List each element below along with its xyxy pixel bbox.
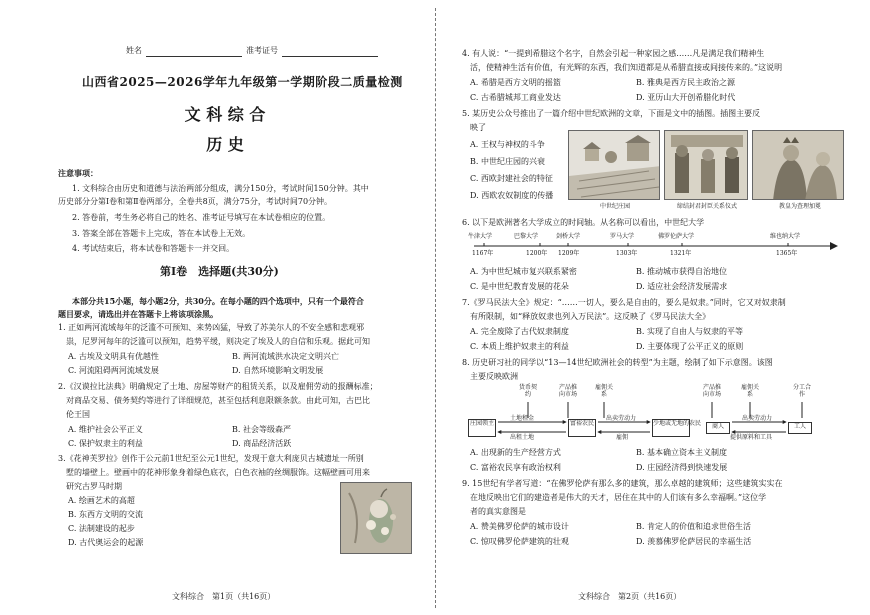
option-a[interactable]: A. 希腊是西方文明的摇篮 — [470, 78, 561, 87]
diagram-label: 货币契约 — [518, 384, 537, 398]
diagram-label: 出卖劳动力 — [606, 415, 637, 422]
notes-title: 注意事项： — [58, 169, 98, 178]
diagram-label: 分工合作 — [792, 384, 811, 398]
option-a[interactable]: A. 王权与神权的斗争 — [470, 140, 545, 149]
question-text: 活，使精神生活有价值，有光辉的东西，我们知道都是从希腊直接或间接传来的。”这说明 — [470, 63, 783, 72]
timeline-university: 罗马大学 — [610, 233, 635, 240]
option-a[interactable]: A. 维护社会公平正义 — [68, 425, 143, 434]
option-c[interactable]: C. 河流阻碍两河流域发展 — [68, 366, 159, 375]
question-text: 墅的墙壁上。壁画中的花神形象身着绿色底衣，白色衣袖的丝绸服饰。这幅壁画可用来 — [66, 468, 370, 477]
diagram-label: 产品推向市场 — [558, 384, 577, 398]
option-d[interactable]: D. 主要体现了公平正义的原则 — [636, 342, 744, 351]
vassal-ceremony-drawing — [665, 131, 748, 200]
option-c[interactable]: C. 西欧封建社会的特征 — [470, 174, 553, 183]
question-text: 有所限制，如“释放奴隶也列入万民法”。这反映了《罗马民法大全》 — [470, 312, 711, 321]
option-d[interactable]: D. 商品经济活跃 — [232, 439, 292, 448]
page-2 — [440, 0, 870, 615]
note-line: 4. 考试结束后，将本试卷和答题卡一并交回。 — [72, 244, 235, 253]
option-c[interactable]: C. 惊叹佛罗伦萨建筑的壮观 — [470, 537, 569, 546]
timeline-year: 1209年 — [558, 250, 580, 257]
timeline-year: 1167年 — [472, 250, 494, 257]
question-text: 2.《汉谟拉比法典》明确规定了土地、房屋等财产的租赁关系，以及雇佣劳动的报酬标准； — [58, 382, 378, 391]
option-d[interactable]: D. 亚历山大开创希腊化时代 — [636, 93, 736, 102]
diagram-label: 雇佣关系 — [594, 384, 613, 398]
option-d[interactable]: D. 庄园经济得到快速发展 — [636, 463, 728, 472]
question-text: 映了 — [470, 123, 486, 132]
flora-fresco-drawing — [341, 483, 412, 554]
vassal-ceremony-image — [664, 130, 748, 200]
option-b[interactable]: B. 中世纪庄园的兴衰 — [470, 157, 545, 166]
question-text: 8. 历史研习社的同学以“13—14世纪欧洲社会的转型”为主题，绘制了如下示意图。该图 — [462, 358, 773, 367]
question-text: 7.《罗马民法大全》规定：“……一切人，要么是自由的，要么是奴隶。”同时，它又对奴隶制 — [462, 298, 786, 307]
poor-peasant-box: 少地或无地的农民 — [652, 419, 690, 437]
option-a[interactable]: A. 赞美佛罗伦萨的城市设计 — [470, 522, 569, 531]
option-b[interactable]: B. 基本确立资本主义制度 — [636, 448, 727, 457]
option-b[interactable]: B. 雅典是西方民主政治之源 — [636, 78, 735, 87]
option-c[interactable]: C. 是中世纪教育发展的花朵 — [470, 282, 569, 291]
serf-box: 富裕农民 — [568, 419, 596, 437]
option-c[interactable]: C. 富裕农民享有政治权利 — [470, 463, 561, 472]
subject-title: 文 科 综 合 — [184, 105, 266, 124]
timeline-year: 1321年 — [670, 250, 692, 257]
timeline-university: 巴黎大学 — [514, 233, 539, 240]
timeline-university: 佛罗伦萨大学 — [658, 233, 695, 240]
part1-title: 第Ⅰ卷 选择题(共30分) — [160, 265, 279, 278]
option-a[interactable]: A. 出现新的生产经营方式 — [470, 448, 561, 457]
option-d[interactable]: D. 自然环境影响文明发展 — [232, 366, 324, 375]
timeline-year: 1200年 — [526, 250, 548, 257]
manor-image — [568, 130, 660, 200]
question-text: 伦王国 — [66, 410, 90, 419]
question-text: 5. 某历史公众号推出了一篇介绍中世纪欧洲的文章，下面是文中的插图。插图主要反 — [462, 109, 761, 118]
option-b[interactable]: B. 社会等级森严 — [232, 425, 291, 434]
timeline-university: 牛津大学 — [468, 233, 493, 240]
diagram-label: 提供原料和工具 — [730, 434, 773, 441]
option-b[interactable]: B. 推动城市获得自治地位 — [636, 267, 727, 276]
caption-manor: 中世纪庄园 — [599, 203, 630, 210]
diagram-label: 雇佣 — [616, 434, 629, 441]
diagram-label: 出卖劳动力 — [742, 415, 773, 422]
timeline-university: 剑桥大学 — [556, 233, 581, 240]
note-line: 1. 文科综合由历史和道德与法治两部分组成，满分150分，考试时间150分钟。其中 — [72, 184, 369, 193]
question-text: 在地反映出它们的建造者是伟大的天才，居住在其中的人们该有多么幸福啊。”这位学 — [470, 493, 767, 502]
lord-box: 庄园领主 — [468, 419, 496, 437]
diagram-label: 出租土地 — [510, 434, 535, 441]
question-text: 1. 正如两河流域每年的泛滥不可预知、来势凶猛，导致了苏美尔人的不安全感和悲观邪 — [58, 323, 365, 332]
timeline-university: 维也纳大学 — [770, 233, 801, 240]
name-blank[interactable] — [146, 49, 242, 57]
option-a[interactable]: A. 为中世纪城市复兴联系紧密 — [470, 267, 577, 276]
option-b[interactable]: B. 东西方文明的交流 — [68, 510, 143, 519]
coronation-drawing — [753, 131, 844, 200]
university-timeline — [470, 232, 840, 262]
manor-drawing — [569, 131, 660, 200]
question-text: 主要反映欧洲 — [470, 372, 518, 381]
question-text: 祟，尼罗河每年的泛滥可以预知，趋势平缓，则决定了埃及人的自信和乐观。据此可知 — [66, 337, 370, 346]
question-text: 研究古罗马时期 — [66, 482, 122, 491]
caption-vassal: 缔结封君封臣关系仪式 — [676, 203, 737, 210]
note-line: 历史部分分第Ⅰ卷和第Ⅱ卷两部分，全卷共8页，满分75分，考试时间70分钟。 — [58, 197, 333, 206]
exam-id-blank[interactable] — [282, 49, 378, 57]
diagram-label: 产品推向市场 — [702, 384, 721, 398]
part1-instruction: 本部分共15小题，每小题2分，共30分。在每小题的四个选项中，只有一个最符合 — [72, 296, 364, 306]
timeline-year: 1303年 — [616, 250, 638, 257]
worker-box: 工人 — [788, 422, 812, 434]
option-d[interactable]: D. 西欧农奴制度的传播 — [470, 191, 554, 200]
note-line: 3. 答案全部在答题卡上完成，答在本试卷上无效。 — [72, 229, 251, 238]
question-text: 4. 有人说：“一提到希腊这个名字，自然会引起一种家园之感……凡是满足我们精神生 — [462, 49, 765, 58]
section-title: 历 史 — [206, 135, 244, 154]
page-1 — [0, 0, 430, 615]
flora-fresco-image — [340, 482, 412, 554]
option-c[interactable]: C. 本质上维护奴隶主的利益 — [470, 342, 569, 351]
option-b[interactable]: B. 两河流域洪水决定文明兴亡 — [232, 352, 339, 361]
question-text: 6. 以下是欧洲著名大学成立的时间轴。从名称可以看出，中世纪大学 — [462, 218, 705, 227]
option-a[interactable]: A. 古埃及文明具有优越性 — [68, 352, 159, 361]
option-c[interactable]: C. 法制建设的起步 — [68, 524, 135, 533]
question-text: 者的真实意图是 — [470, 507, 526, 516]
question-text: 对商品交易、债务契约等进行了详细规范，甚至包括利息限额条款。由此可知，古巴比 — [66, 396, 370, 405]
note-line: 2. 答卷前，考生务必将自己的姓名、准考证号填写在本试卷相应的位置。 — [72, 213, 331, 222]
footer-right: 文科综合 第2页（共16页） — [578, 592, 682, 601]
option-d[interactable]: D. 古代奥运会的起源 — [68, 538, 144, 547]
diagram-label: 土地租金 — [510, 415, 535, 422]
transformation-diagram — [468, 384, 848, 444]
option-b[interactable]: B. 实现了自由人与奴隶的平等 — [636, 327, 743, 336]
option-d[interactable]: D. 适应社会经济发展需求 — [636, 282, 728, 291]
caption-coronation: 教皇为查理加冕 — [778, 203, 821, 210]
part1-instruction: 题目要求，请选出并在答题卡上将该项涂黑。 — [58, 309, 218, 319]
option-c[interactable]: C. 保护奴隶主的利益 — [68, 439, 143, 448]
question-text: 9. 15世纪有学者写道：“在佛罗伦萨有那么多的建筑，那么卓越的建筑师；这些建筑实实在 — [462, 479, 783, 488]
coronation-image — [752, 130, 844, 200]
option-b[interactable]: B. 肯定人的价值和追求世俗生活 — [636, 522, 751, 531]
name-field[interactable]: 姓名 准考证号 — [126, 45, 382, 57]
option-a[interactable]: A. 绘画艺术的高超 — [68, 496, 135, 505]
page-divider — [435, 8, 436, 608]
option-c[interactable]: C. 古希腊城邦工商业发达 — [470, 93, 561, 102]
option-a[interactable]: A. 完全废除了古代奴隶制度 — [470, 327, 569, 336]
exam-title: 山西省2025—2026学年九年级第一学期阶段二质量检测 — [82, 75, 403, 89]
timeline-year: 1365年 — [776, 250, 798, 257]
option-d[interactable]: D. 羡慕佛罗伦萨居民的幸福生活 — [636, 537, 752, 546]
merchant-box: 商人 — [706, 422, 730, 434]
footer-left: 文科综合 第1页（共16页） — [172, 592, 276, 601]
question-text: 3.《花神芙罗拉》创作于公元前1世纪至公元1世纪，发现于意大利庞贝古城遗址一所别 — [58, 454, 364, 463]
diagram-label: 雇佣关系 — [740, 384, 759, 398]
